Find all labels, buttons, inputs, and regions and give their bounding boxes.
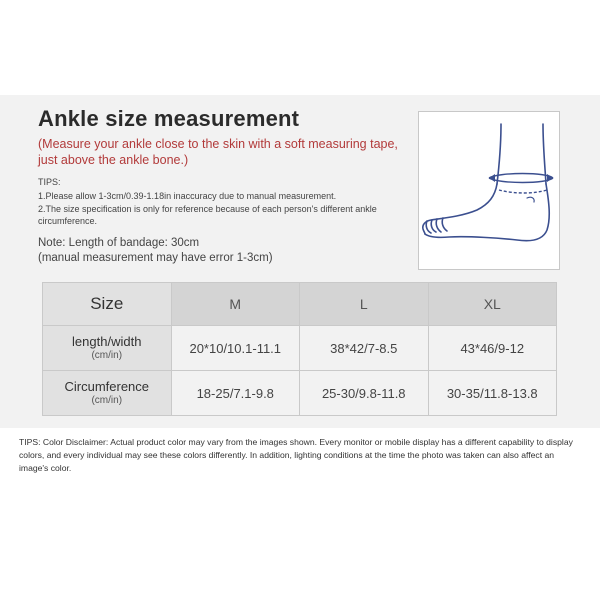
foot-ankle-measurement-icon (419, 112, 559, 269)
table-cell: 38*42/7-8.5 (300, 326, 429, 371)
foot-illustration (418, 111, 560, 270)
size-column-header: Size (43, 283, 172, 326)
bandage-note (38, 236, 338, 266)
row-label-cell (43, 371, 172, 416)
table-row-circumference (43, 371, 557, 416)
table-cell: 30-35/11.8-13.8 (428, 371, 557, 416)
tips-heading: TIPS: (38, 177, 61, 187)
size-chart-table (42, 282, 557, 416)
size-m-header: M (171, 283, 300, 326)
size-l-header: L (300, 283, 429, 326)
table-row-length-width (43, 326, 557, 371)
table-cell: 18-25/7.1-9.8 (171, 371, 300, 416)
row-unit: (cm/in) (91, 350, 123, 361)
measurement-error-note: (manual measurement may have error 1-3cm) (38, 252, 273, 264)
row-label: Circumference (64, 379, 150, 394)
size-header-row (43, 283, 557, 326)
row-label: length/width (72, 334, 142, 349)
table-cell: 43*46/9-12 (428, 326, 557, 371)
tip-item-2: 2.The size specification is only for reference because of each person's different ankle circumference. (38, 203, 377, 226)
table-cell: 25-30/9.8-11.8 (300, 371, 429, 416)
bandage-length-note: Note: Length of bandage: 30cm (38, 237, 200, 249)
row-label-cell (43, 326, 172, 371)
color-disclaimer: TIPS: Color Disclaimer: Actual product color may vary from the images shown. Every monitor or mobile display has a different capability to display colors, and every individual may see these colors differently. In addition, lighting conditions at the time the photo was taken can also affect an image's color. (19, 437, 573, 473)
tip-item-1: 1.Please allow 1-3cm/0.39-1.18in inaccuracy due to manual measurement. (38, 191, 337, 201)
table-cell: 20*10/10.1-11.1 (171, 326, 300, 371)
row-unit: (cm/in) (91, 395, 123, 406)
page-title: Ankle size measurement (38, 106, 300, 131)
tips-list (38, 190, 378, 228)
size-xl-header: XL (428, 283, 557, 326)
measurement-instruction: (Measure your ankle close to the skin with a soft measuring tape, just above the ankle bone.) (38, 137, 398, 167)
